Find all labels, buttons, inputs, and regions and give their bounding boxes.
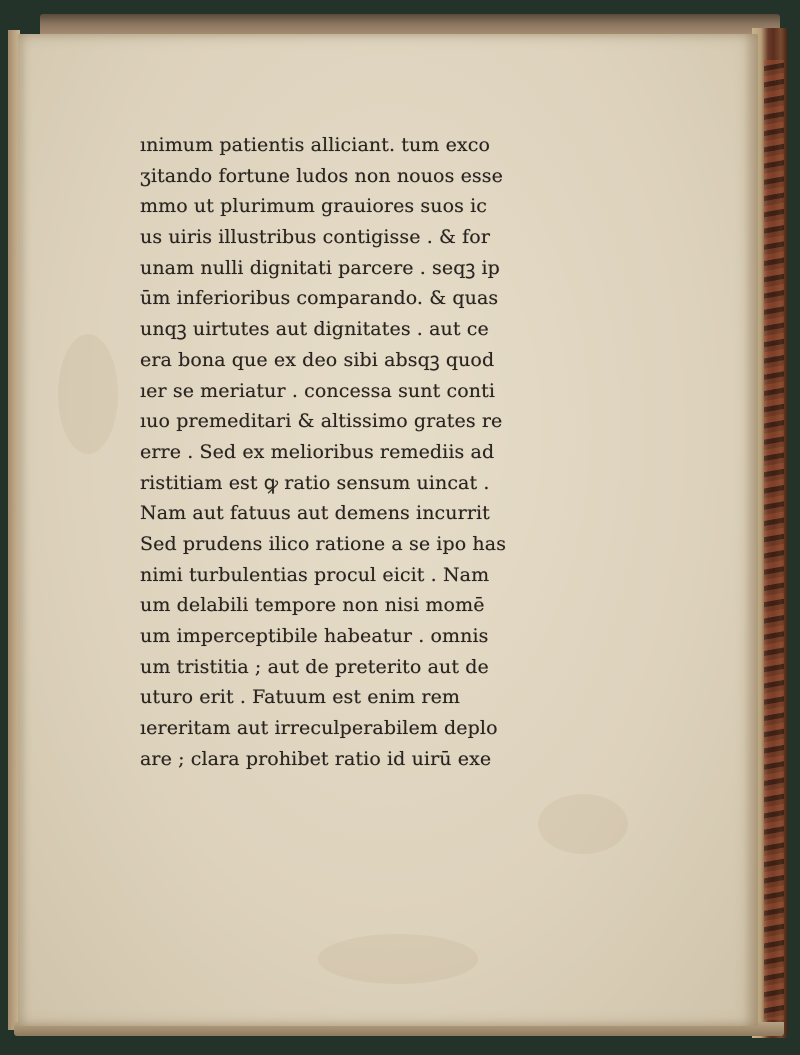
text-line: nimi turbulentias procul eicit . Nam <box>140 563 490 586</box>
text-line: ıuo premeditari & altissimo grates re <box>140 410 503 433</box>
text-line: um delabili tempore non nisi momē <box>140 594 485 617</box>
text-line: ʒitando fortune ludos non nouos esse <box>140 164 503 187</box>
manuscript-page <box>18 34 758 1026</box>
text-line: unam nulli dignitati parcere . seqꝫ ip <box>140 256 500 279</box>
text-line: ūm inferioribus comparando. & quas <box>140 287 499 310</box>
text-line: Sed prudens ilico ratione a se ipo has <box>140 532 507 555</box>
text-line: ıer se meriatur . concessa sunt conti <box>140 379 495 402</box>
text-line: um imperceptibile habeatur . omnis <box>140 625 489 647</box>
text-line: ınimum patientis alliciant. tum exco <box>140 134 491 156</box>
text-line: uturo erit . Fatuum est enim rem <box>140 686 461 709</box>
text-line: ıereritam aut irreculperabilem deplo <box>140 717 498 740</box>
paper-stain <box>58 334 118 454</box>
text-line: erre . Sed ex melioribus remediis ad <box>140 440 495 463</box>
paper-stain <box>538 794 628 854</box>
text-column <box>140 130 538 774</box>
text-line: um tristitia ; aut de preterito aut de <box>140 655 489 678</box>
text-line: Nam aut fatuus aut demens incurrit <box>140 502 490 525</box>
marbled-edge <box>764 60 784 1020</box>
book-cover-top-edge <box>40 14 780 36</box>
text-line: ristitiam est ꝙ ratio sensum uincat . <box>140 471 490 494</box>
text-line: are ; clara prohibet ratio id uirū exe <box>140 747 492 770</box>
text-line: us uiris illustribus contigisse . & for <box>140 226 491 249</box>
text-line: mmo ut plurimum grauiores suos ic <box>140 195 488 218</box>
paper-stain <box>318 934 478 984</box>
text-line: unqꝫ uirtutes aut dignitates . aut ce <box>140 318 489 341</box>
text-line: era bona que ex deo sibi absqꝫ quod <box>140 348 495 371</box>
page-curvature-shadow <box>744 34 758 1026</box>
